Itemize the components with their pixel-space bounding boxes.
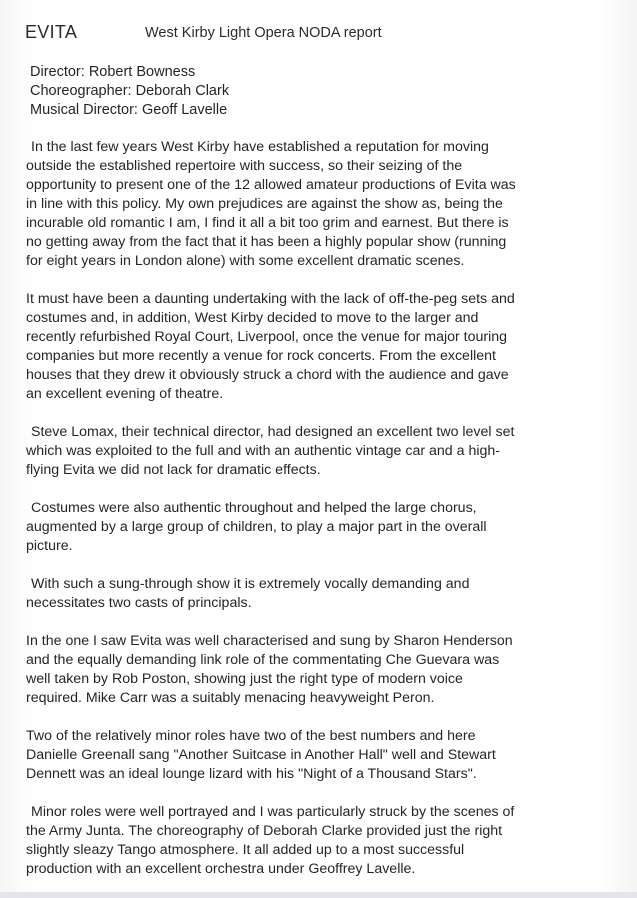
text-line: and the equally demanding link role of the commentating Che Guevara was <box>26 652 500 668</box>
text-line: flying Evita we did not lack for dramatic effects. <box>26 462 321 478</box>
text-line: Danielle Greenall sang "Another Suitcase in Another Hall" well and Stewart <box>26 747 496 763</box>
credit-choreographer: Choreographer: Deborah Clark <box>30 83 230 99</box>
paragraph-venue <box>26 290 616 404</box>
credit-director: Director: Robert Bowness <box>30 64 196 80</box>
paragraph-intro <box>26 138 616 271</box>
text-line: incurable old romantic I am, I find it all a bit too grim and earnest. But there is <box>26 215 509 231</box>
text-line: production with an excellent orchestra under Geoffrey Lavelle. <box>26 861 416 877</box>
text-line: which was exploited to the full and with an authentic vintage car and a high- <box>26 443 500 459</box>
text-line: In the last few years West Kirby have established a reputation for moving <box>31 139 489 155</box>
text-line: companies but more recently a venue for rock concerts. From the excellent <box>26 348 496 364</box>
text-line: Costumes were also authentic throughout and helped the large chorus, <box>31 500 477 516</box>
text-line: necessitates two casts of principals. <box>26 595 252 611</box>
text-line: costumes and, in addition, West Kirby decided to move to the larger and <box>26 310 479 326</box>
text-line: In the one I saw Evita was well characterised and sung by Sharon Henderson <box>26 633 513 649</box>
report-body <box>26 138 616 898</box>
text-line: Dennett was an ideal lounge lizard with his "Night of a Thousand Stars". <box>26 766 477 782</box>
text-line: Two of the relatively minor roles have two of the best numbers and here <box>26 728 476 744</box>
text-line: well taken by Rob Poston, showing just the right type of modern voice <box>26 671 463 687</box>
text-line: augmented by a large group of children, to play a major part in the overall <box>26 519 487 535</box>
document-header <box>25 20 615 46</box>
text-line: slightly sleazy Tango atmosphere. It all added up to a most successful <box>26 842 465 858</box>
text-line: no getting away from the fact that it has been a highly popular show (running <box>26 234 507 250</box>
paragraph-costumes <box>26 499 616 556</box>
text-line: It must have been a daunting undertaking with the lack of off-the-peg sets and <box>26 291 515 307</box>
text-line: required. Mike Carr was a suitably menacing heavyweight Peron. <box>26 690 435 706</box>
paragraph-conclusion <box>26 803 616 879</box>
paragraph-vocal <box>26 575 616 613</box>
text-line: for eight years in London alone) with some excellent dramatic scenes. <box>26 253 465 269</box>
text-line: picture. <box>26 538 73 554</box>
paragraph-set <box>26 423 616 480</box>
credit-musical-director: Musical Director: Geoff Lavelle <box>30 102 228 118</box>
text-line: Steve Lomax, their technical director, had designed an excellent two level set <box>31 424 515 440</box>
text-line: in line with this policy. My own prejudices are against the show as, being the <box>26 196 503 212</box>
text-line: With such a sung-through show it is extremely vocally demanding and <box>31 576 470 592</box>
text-line: recently refurbished Royal Court, Liverpool, once the venue for major touring <box>26 329 508 345</box>
text-line: houses that they drew it obviously struck a chord with the audience and gave <box>26 367 509 383</box>
text-line: the Army Junta. The choreography of Deborah Clarke provided just the right <box>26 823 503 839</box>
paragraph-principals <box>26 632 616 708</box>
paragraph-minor-roles <box>26 727 616 784</box>
text-line: outside the established repertoire with success, so their seizing of the <box>26 158 463 174</box>
text-line: an excellent evening of theatre. <box>26 386 224 402</box>
credits-block <box>30 63 590 120</box>
text-line: Minor roles were well portrayed and I was particularly struck by the scenes of <box>31 804 515 820</box>
document-subtitle: West Kirby Light Opera NODA report <box>145 25 382 41</box>
document-title: EVITA <box>25 22 78 42</box>
text-line: opportunity to present one of the 12 allowed amateur productions of Evita was <box>26 177 516 193</box>
